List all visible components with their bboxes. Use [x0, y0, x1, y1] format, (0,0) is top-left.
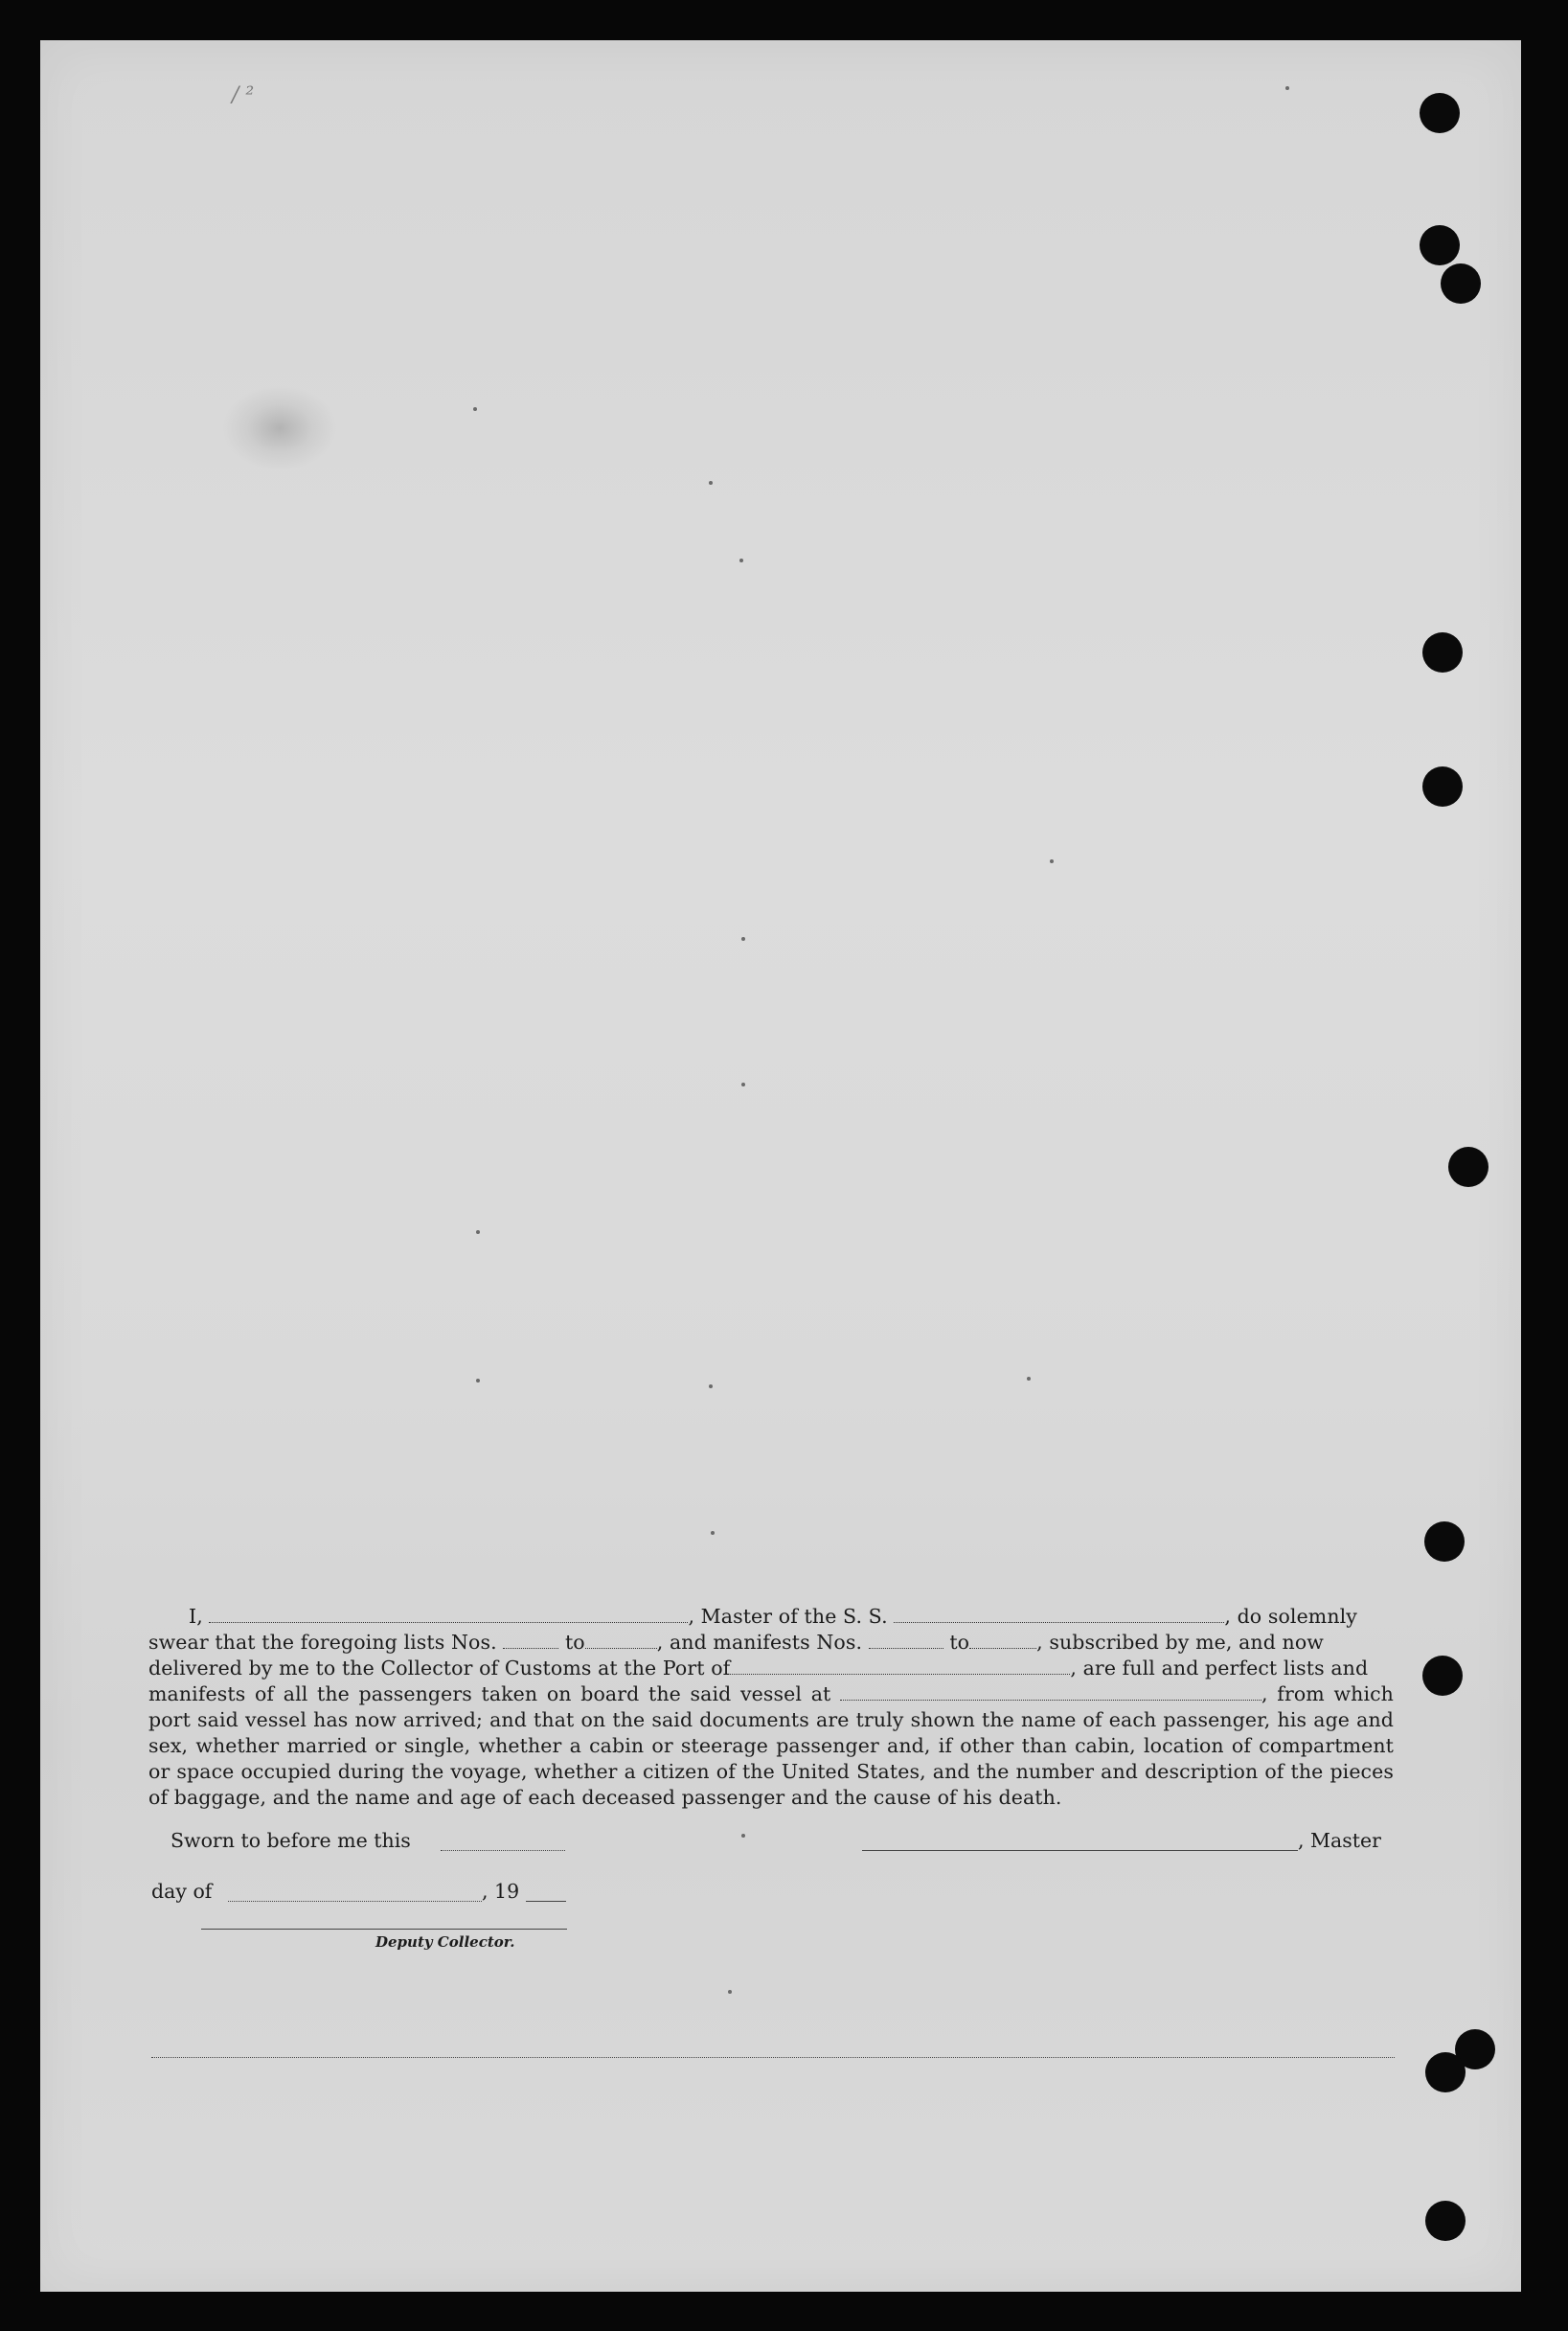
speck [1050, 859, 1054, 863]
oath-text: , are full and perfect lists and [1070, 1657, 1369, 1680]
speck [476, 1230, 480, 1234]
oath-paragraph [148, 1604, 1394, 1811]
ink-smudge [222, 385, 337, 471]
day-of-label: day of [151, 1880, 213, 1903]
oath-text: , from which [1261, 1682, 1394, 1705]
oath-text: , Master of the S. S. [688, 1605, 888, 1628]
manifests-from-field[interactable] [869, 1632, 943, 1649]
punch-hole [1420, 93, 1460, 133]
sworn-date-field[interactable] [441, 1850, 565, 1851]
speck [741, 1083, 745, 1086]
speck [709, 481, 713, 485]
port-field[interactable] [730, 1657, 1070, 1675]
year-prefix: , 19 [482, 1880, 520, 1903]
corner-pencil-mark: / ² [232, 83, 255, 107]
speck [1027, 1377, 1031, 1381]
oath-text: delivered by me to the Collector of Customs at the Port of [148, 1657, 731, 1680]
punch-hole [1422, 632, 1463, 673]
punch-hole [1422, 766, 1463, 807]
ship-name-field[interactable] [894, 1606, 1224, 1623]
speck [728, 1990, 732, 1994]
punch-hole [1425, 2052, 1466, 2092]
speck [741, 1834, 745, 1838]
master-label: , Master [1298, 1829, 1381, 1852]
year-field[interactable] [526, 1901, 566, 1902]
sworn-label: Sworn to before me this [170, 1829, 411, 1852]
lists-to-field[interactable] [585, 1632, 657, 1649]
document-sheet [40, 40, 1521, 2292]
speck [709, 1384, 713, 1388]
speck [473, 407, 477, 411]
bottom-divider [151, 2057, 1395, 2058]
deputy-signature-line[interactable] [201, 1929, 567, 1930]
oath-text: , subscribed by me, and now [1036, 1631, 1324, 1654]
master-name-field[interactable] [209, 1606, 688, 1623]
deputy-collector-label: Deputy Collector. [375, 1933, 515, 1951]
speck [741, 937, 745, 941]
oath-text: I, [189, 1605, 203, 1628]
speck [739, 559, 743, 562]
oath-text: , and manifests Nos. [656, 1631, 863, 1654]
speck [476, 1379, 480, 1383]
speck [711, 1531, 715, 1535]
punch-hole [1420, 225, 1460, 265]
speck [1285, 86, 1289, 90]
oath-text: to [564, 1631, 585, 1654]
oath-text: to [949, 1631, 970, 1654]
punch-hole [1425, 2201, 1466, 2241]
punch-hole [1422, 1656, 1463, 1696]
boarding-port-field[interactable] [840, 1683, 1261, 1701]
oath-text: swear that the foregoing lists Nos. [148, 1631, 497, 1654]
master-signature-line[interactable] [862, 1850, 1298, 1851]
manifests-to-field[interactable] [969, 1632, 1036, 1649]
punch-hole [1424, 1521, 1465, 1562]
oath-text: , do solemnly [1224, 1605, 1357, 1628]
month-field[interactable] [228, 1901, 482, 1902]
oath-text: manifests of all the passengers taken on board the said vessel at [148, 1682, 831, 1705]
punch-hole [1441, 263, 1481, 304]
punch-hole [1448, 1147, 1488, 1187]
oath-text: port said vessel has now arrived; and that on the said documents are truly shown the name of each passenger, his age and sex, whether married or single, whether a cabin or steerage passenger and, if other than cabin, location of compartment or space occupied during the voyage, whether a citizen of the United States, and the number and description of the pieces of baggage, and the name and age of each deceased passenger and the cause of his death. [148, 1708, 1394, 1809]
lists-from-field[interactable] [503, 1632, 558, 1649]
